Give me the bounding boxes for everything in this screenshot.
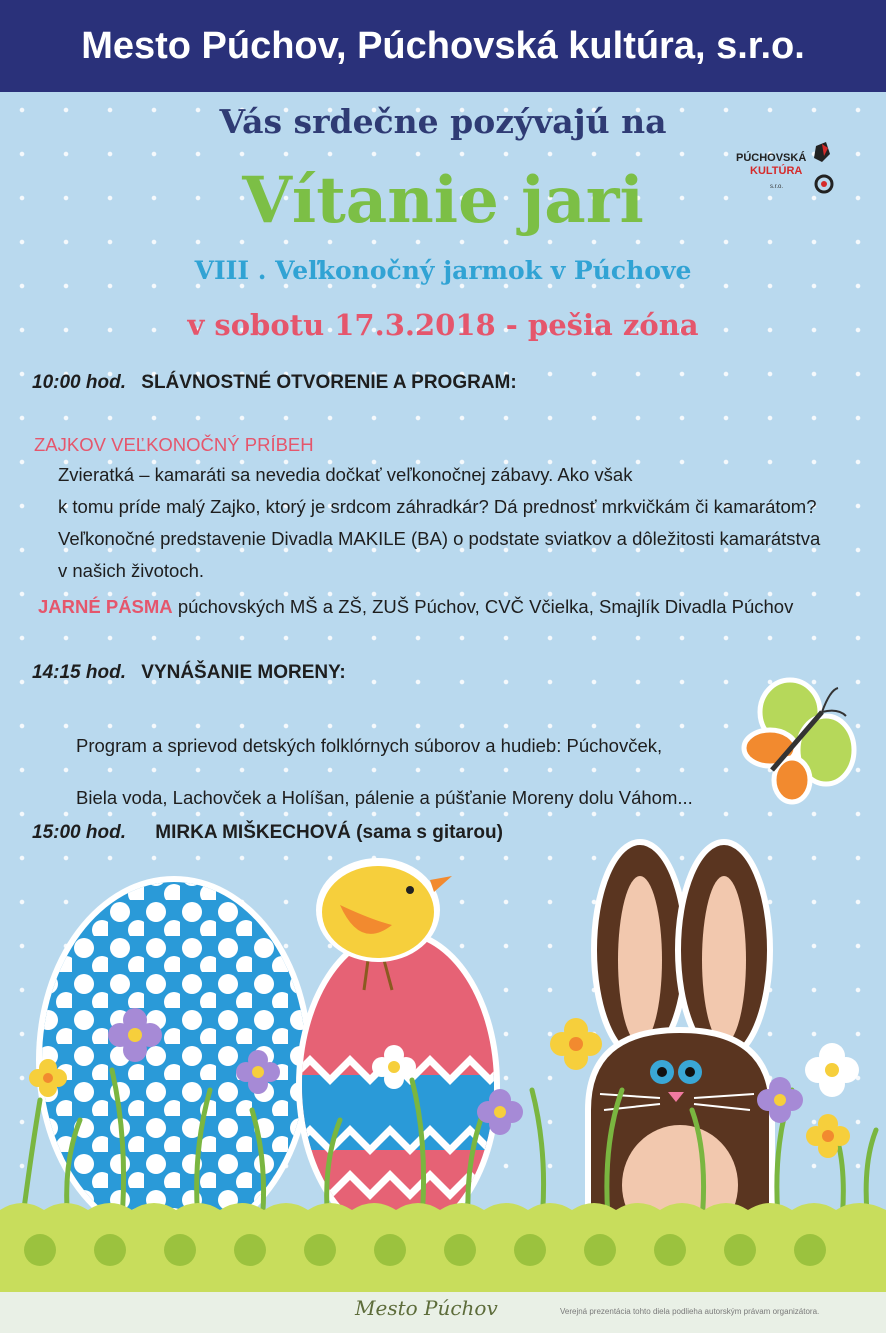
jarne-pasma-label: JARNÉ PÁSMA xyxy=(38,596,173,617)
story-line: Zvieratká – kamaráti sa nevedia dočkať veľkonočnej zábavy. Ako však xyxy=(58,464,633,485)
event-title: Vítanie jari xyxy=(242,163,644,238)
logo-line-2: KULTÚRA xyxy=(750,165,803,177)
blue-easter-egg xyxy=(30,870,330,1250)
morena-line: Biela voda, Lachovček a Holíšan, pálenie a púšťanie Moreny dolu Váhom... xyxy=(76,787,693,808)
chocolate-bunny xyxy=(588,842,772,1245)
program-time-3: 15:00 hod. xyxy=(32,822,126,843)
logo-line-3: s.r.o. xyxy=(770,184,784,190)
pink-easter-egg xyxy=(290,929,510,1250)
footer-copyright-note: Verejná prezentácia tohto diela podlieha autorským právam organizátora. xyxy=(560,1307,820,1316)
story-line: v našich životoch. xyxy=(58,560,205,581)
program-title-3: MIRKA MIŠKECHOVÁ (sama s gitarou) xyxy=(155,822,503,843)
logo-line-1: PÚCHOVSKÁ xyxy=(736,152,807,164)
event-date: v sobotu 17.3.2018 - pešia zóna xyxy=(187,308,699,342)
program-title-1: SLÁVNOSTNÉ OTVORENIE A PROGRAM: xyxy=(141,372,517,393)
butterfly-icon xyxy=(744,680,854,802)
footer-signature: Mesto Púchov xyxy=(355,1296,498,1320)
morena-line: Program a sprievod detských folklórnych súborov a hudieb: Púchovček, xyxy=(76,735,663,756)
story-line: k tomu príde malý Zajko, ktorý je srdcom záhradkár? Dá prednosť mrkvičkám či kamarátom? xyxy=(58,496,817,517)
program-time-2: 14:15 hod. xyxy=(32,662,126,683)
jarne-pasma-text: púchovských MŠ a ZŠ, ZUŠ Púchov, CVČ Včielka, Smajlík Divadla Púchov xyxy=(177,596,794,617)
program-title-2: VYNÁŠANIE MORENY: xyxy=(141,662,346,683)
story-title: ZAJKOV VEĽKONOČNÝ PRÍBEH xyxy=(34,434,314,455)
invite-heading: Vás srdečne pozývajú na xyxy=(219,102,667,141)
event-subtitle: VIII . Veľkonočný jarmok v Púchove xyxy=(194,256,692,285)
story-line: Veľkonočné predstavenie Divadla MAKILE (BA) o podstate sviatkov a dôležitosti kamarátstva xyxy=(58,528,821,549)
program-time-1: 10:00 hod. xyxy=(32,372,126,393)
organizer-name: Mesto Púchov, Púchovská kultúra, s.r.o. xyxy=(81,25,805,67)
